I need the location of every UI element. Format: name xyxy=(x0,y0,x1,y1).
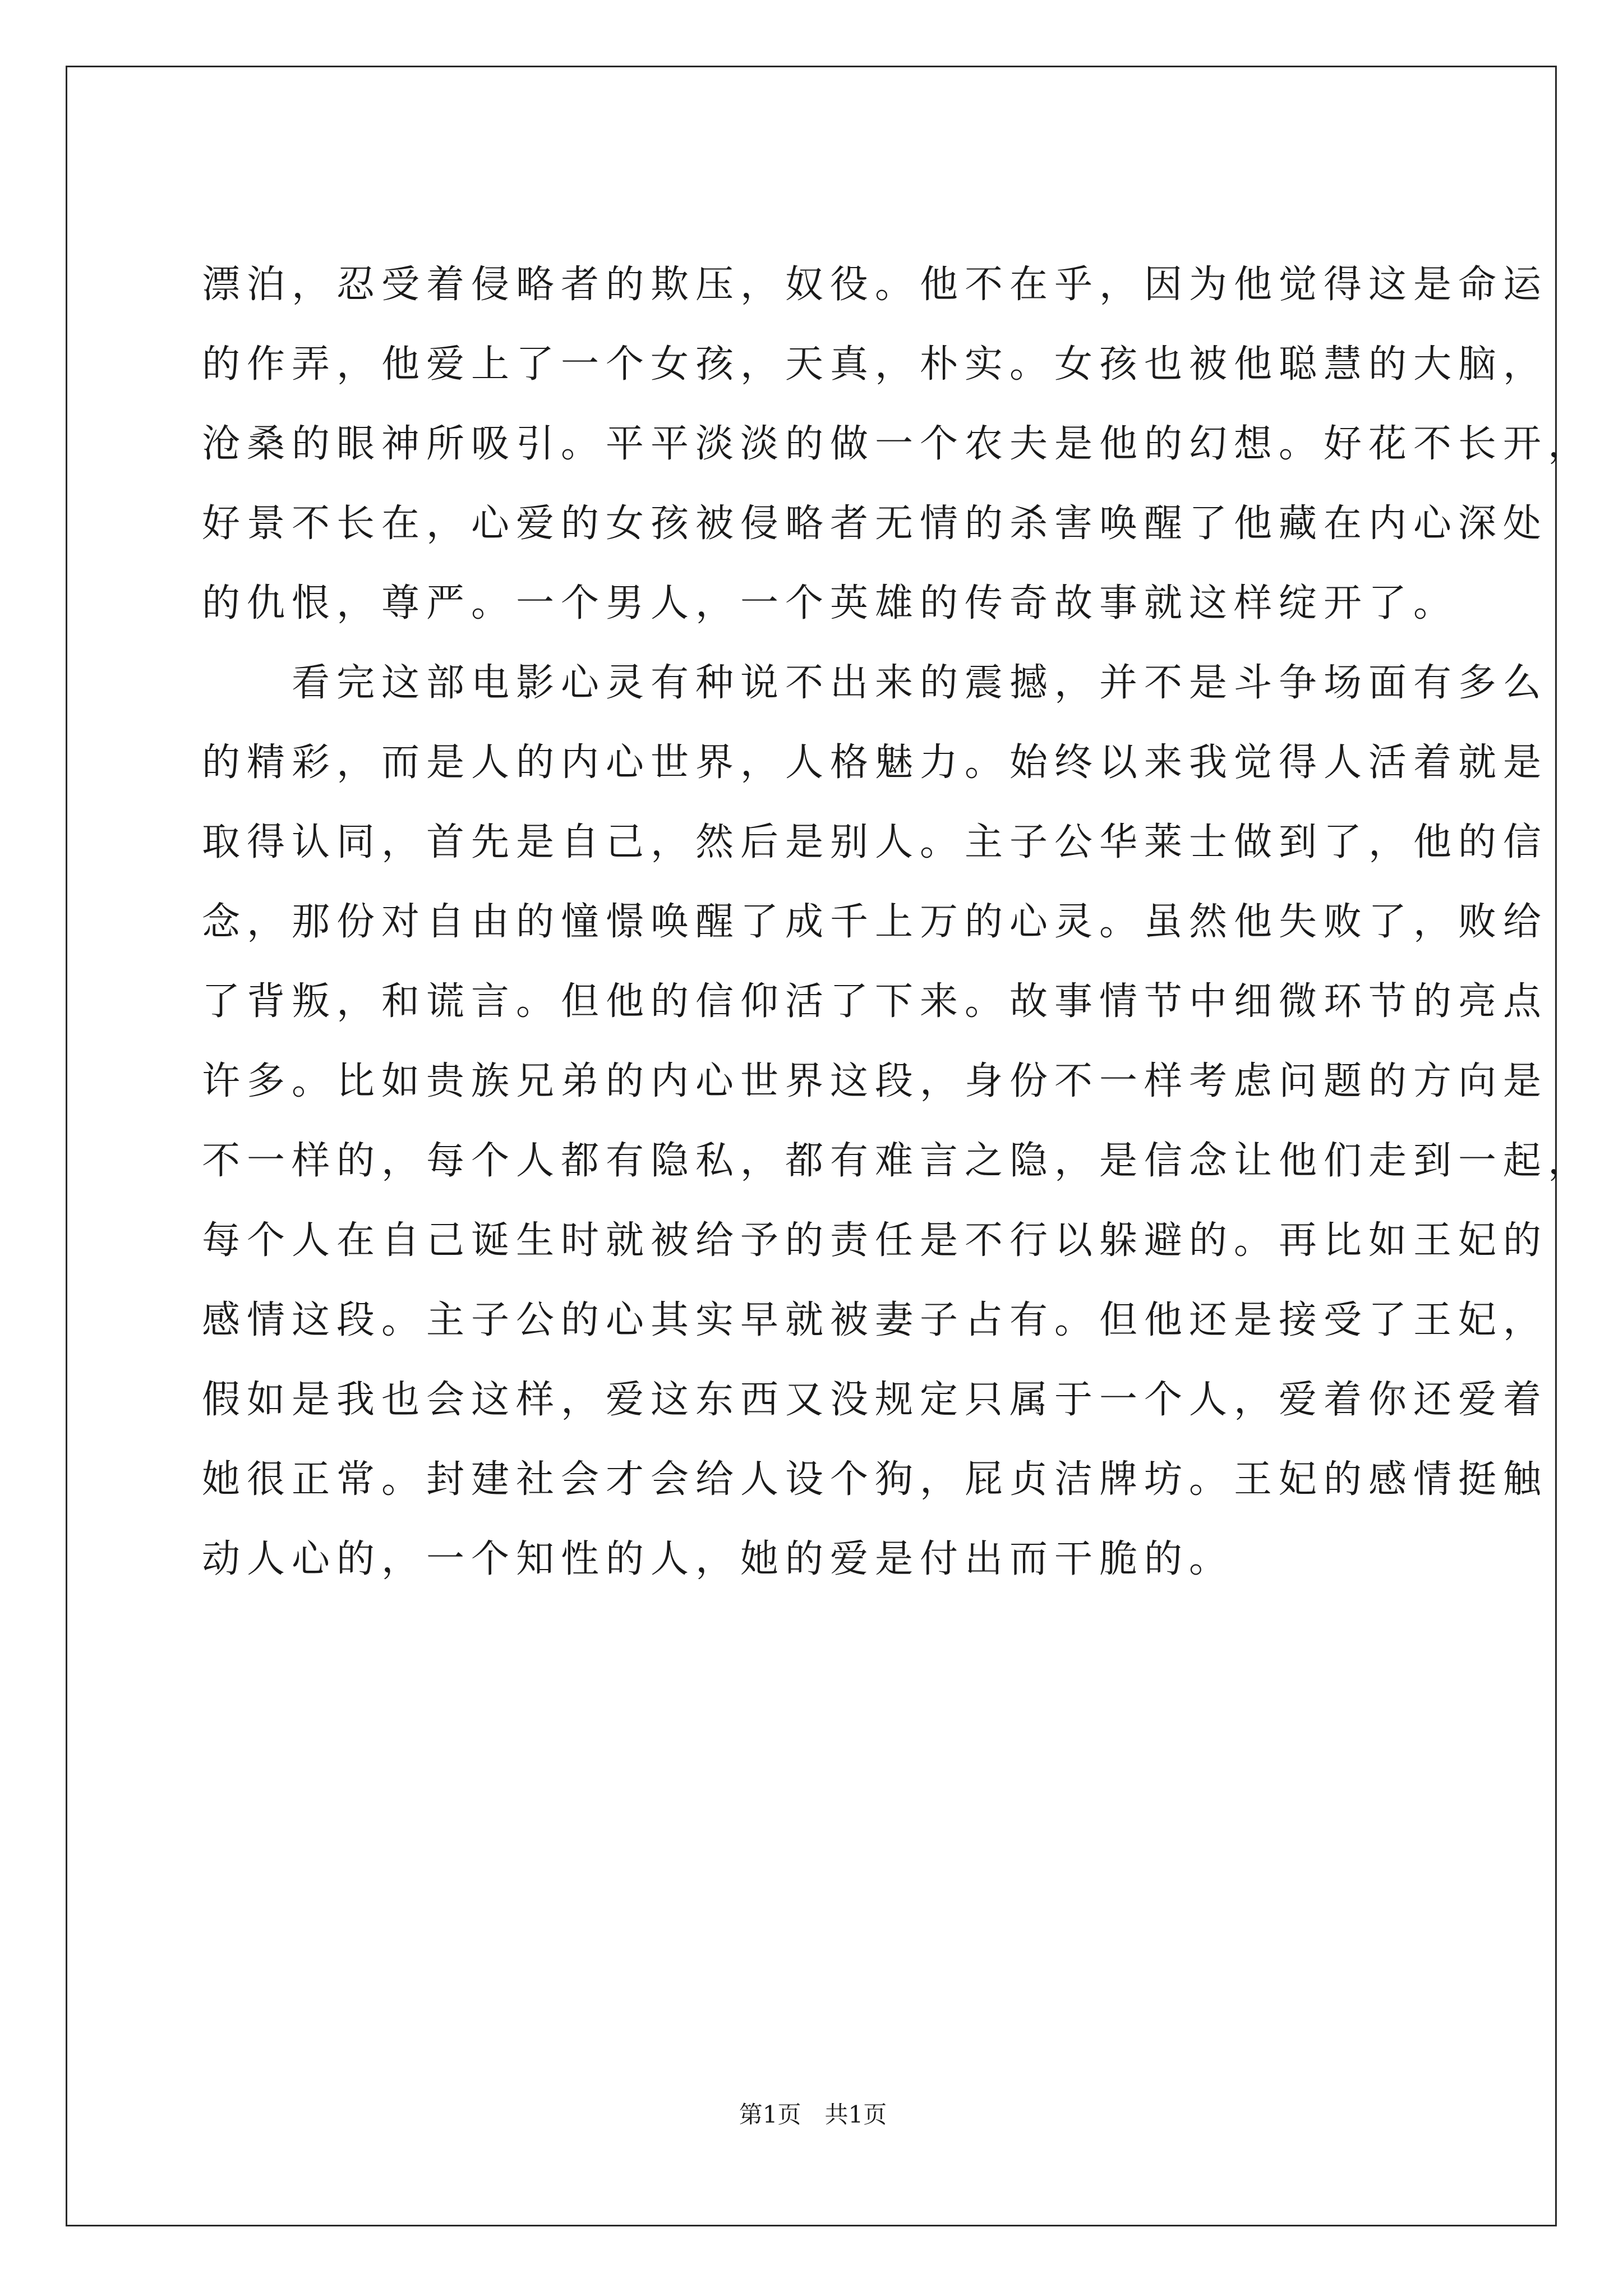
text-line: 假如是我也会这样，爱这东西又没规定只属于一个人，爱着你还爱着 xyxy=(202,1378,1548,1422)
text-line: 她很正常。封建社会才会给人设个狗，屁贞洁牌坊。王妃的感情挺触 xyxy=(202,1457,1548,1502)
text-line: 好景不长在，心爱的女孩被侵略者无情的杀害唤醒了他藏在内心深处 xyxy=(202,501,1548,546)
page-number-footer: 第1页 共1页 xyxy=(739,2101,887,2128)
text-line: 取得认同，首先是自己，然后是别人。主子公华莱士做到了，他的信 xyxy=(202,820,1548,864)
text-line: 的精彩，而是人的内心世界，人格魅力。始终以来我觉得人活着就是 xyxy=(202,740,1548,785)
text-line: 不一样的，每个人都有隐私，都有难言之隐，是信念让他们走到一起， xyxy=(202,1139,1593,1183)
text-line: 每个人在自己诞生时就被给予的责任是不行以躲避的。再比如王妃的 xyxy=(202,1218,1548,1263)
text-line: 的仇恨，尊严。一个男人，一个英雄的传奇故事就这样绽开了。 xyxy=(202,581,1459,625)
text-line: 感情这段。主子公的心其实早就被妻子占有。但他还是接受了王妃， xyxy=(202,1298,1548,1342)
text-line: 念，那份对自由的憧憬唤醒了成千上万的心灵。虽然他失败了，败给 xyxy=(202,900,1548,944)
text-line: 沧桑的眼神所吸引。平平淡淡的做一个农夫是他的幻想。好花不长开， xyxy=(202,422,1593,466)
text-line: 的作弄，他爱上了一个女孩，天真，朴实。女孩也被他聪慧的大脑， xyxy=(202,342,1548,386)
text-line: 许多。比如贵族兄弟的内心世界这段，身份不一样考虑问题的方向是 xyxy=(202,1059,1548,1103)
text-line: 漂泊，忍受着侵略者的欺压，奴役。他不在乎，因为他觉得这是命运 xyxy=(202,263,1548,307)
text-line: 动人心的，一个知性的人，她的爱是付出而干脆的。 xyxy=(202,1537,1234,1581)
text-line: 看完这部电影心灵有种说不出来的震撼，并不是斗争场面有多么 xyxy=(202,661,1548,705)
text-line: 了背叛，和谎言。但他的信仰活了下来。故事情节中细微环节的亮点 xyxy=(202,979,1548,1024)
page-frame xyxy=(66,66,1593,2226)
